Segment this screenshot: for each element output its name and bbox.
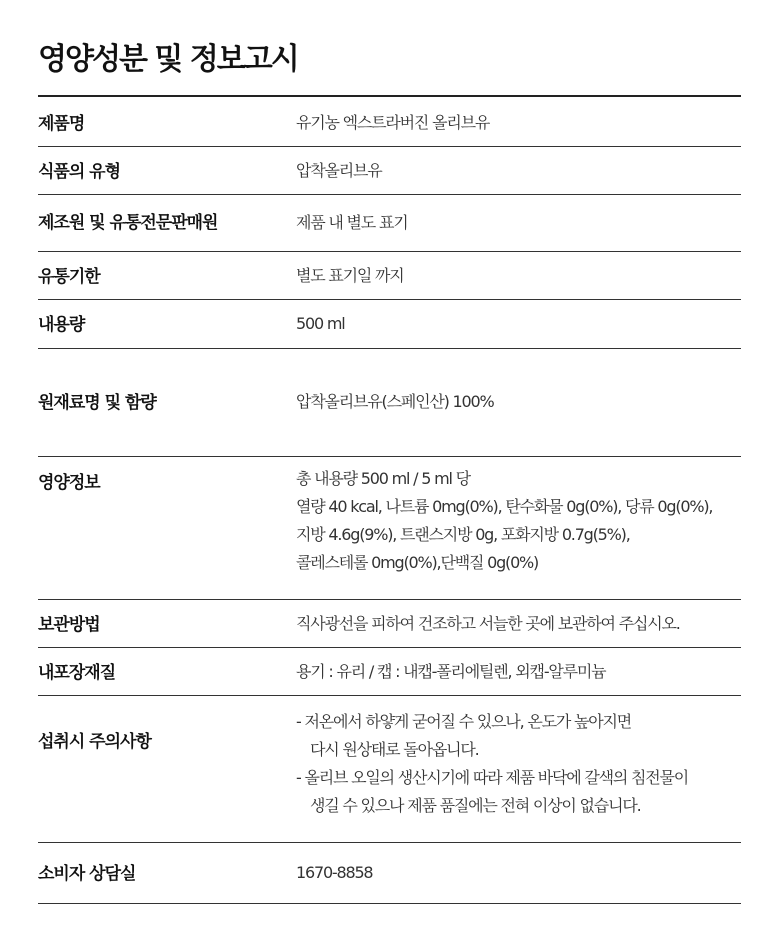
table-row-expiry	[38, 252, 741, 300]
table-row-ingredients	[38, 349, 741, 457]
row-value-packaging: 용기 : 유리 / 캡 : 내캡-폴리에틸렌, 외캡-알루미늄	[296, 662, 606, 681]
row-label-storage: 보관방법	[38, 615, 100, 635]
row-label-food-type: 식품의 유형	[38, 162, 121, 182]
row-value-volume: 500 ml	[296, 314, 345, 333]
row-label-precautions: 섭취시 주의사항	[38, 732, 151, 752]
precaution-line: 생길 수 있으나 제품 품질에는 전혀 이상이 없습니다.	[310, 796, 641, 815]
table-row-customer-service	[38, 843, 741, 904]
info-table	[38, 97, 741, 904]
precaution-line: - 올리브 오일의 생산시기에 따라 제품 바닥에 갈색의 침전물이	[296, 768, 689, 787]
row-value-precautions	[296, 708, 741, 820]
row-label-nutrition: 영양정보	[38, 473, 100, 493]
row-value-nutrition	[296, 465, 741, 577]
row-value-customer-service: 1670-8858	[296, 863, 373, 882]
row-value-ingredients: 압착올리브유(스페인산) 100%	[296, 392, 494, 411]
table-row-packaging	[38, 648, 741, 696]
page-title: 영양성분 및 정보고시	[38, 42, 298, 77]
table-row-product-name	[38, 97, 741, 147]
nutrition-line: 지방 4.6g(9%), 트랜스지방 0g, 포화지방 0.7g(5%),	[296, 525, 630, 544]
row-label-packaging: 내포장재질	[38, 663, 116, 683]
row-label-product-name: 제품명	[38, 114, 85, 134]
row-label-volume: 내용량	[38, 315, 85, 335]
row-label-expiry: 유통기한	[38, 267, 100, 287]
row-value-expiry: 별도 표기일 까지	[296, 266, 404, 285]
table-row-food-type	[38, 147, 741, 195]
table-row-manufacturer	[38, 195, 741, 252]
row-value-storage: 직사광선을 피하여 건조하고 서늘한 곳에 보관하여 주십시오.	[296, 614, 680, 633]
nutrition-line: 콜레스테롤 0mg(0%),단백질 0g(0%)	[296, 553, 539, 572]
row-label-customer-service: 소비자 상담실	[38, 864, 136, 884]
row-label-ingredients: 원재료명 및 함량	[38, 393, 156, 413]
table-row-nutrition	[38, 457, 741, 600]
row-value-food-type: 압착올리브유	[296, 161, 382, 180]
row-value-manufacturer: 제품 내 별도 표기	[296, 213, 408, 232]
table-row-precautions	[38, 696, 741, 843]
table-row-storage	[38, 600, 741, 648]
row-value-product-name: 유기농 엑스트라버진 올리브유	[296, 113, 490, 132]
precaution-line: - 저온에서 하얗게 굳어질 수 있으나, 온도가 높아지면	[296, 712, 632, 731]
nutrition-line: 열량 40 kcal, 나트륨 0mg(0%), 탄수화물 0g(0%), 당류 0g(0%),	[296, 497, 713, 516]
row-label-manufacturer: 제조원 및 유통전문판매원	[38, 213, 218, 233]
table-row-volume	[38, 300, 741, 349]
nutrition-line: 총 내용량 500 ml / 5 ml 당	[296, 469, 470, 488]
precaution-line: 다시 원상태로 돌아옵니다.	[310, 740, 479, 759]
